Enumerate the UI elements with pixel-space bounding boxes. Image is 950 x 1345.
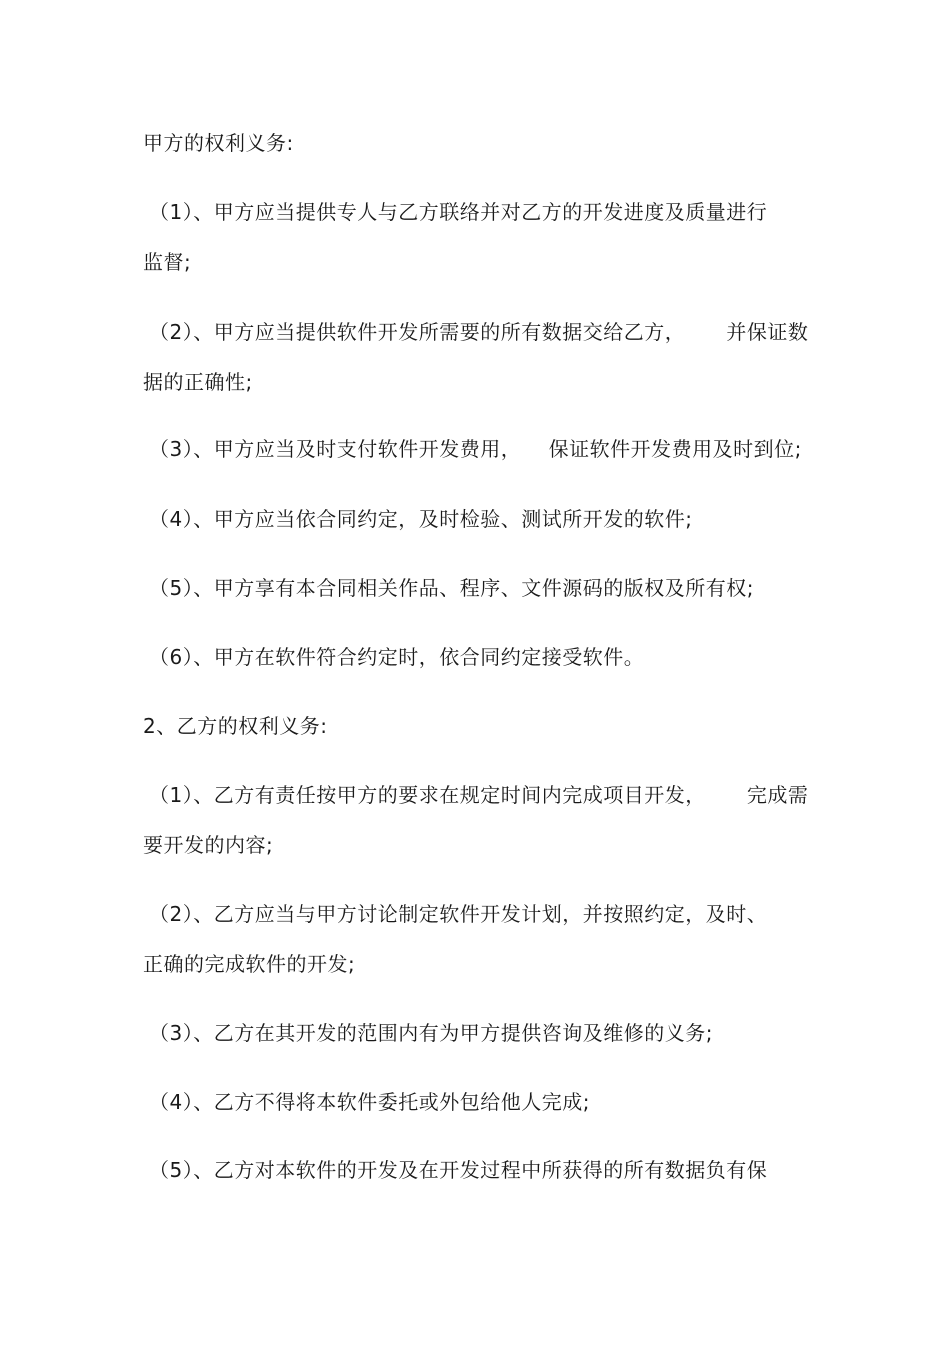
clause-a5: （5）、甲方享有本合同相关作品、程序、文件源码的版权及所有权; xyxy=(149,576,754,600)
clause-b2-line1: （2）、乙方应当与甲方讨论制定软件开发计划，并按照约定，及时、 xyxy=(149,902,768,926)
clause-a4: （4）、甲方应当依合同约定，及时检验、测试所开发的软件; xyxy=(149,507,693,531)
clause-a3: （3）、甲方应当及时支付软件开发费用， 保证软件开发费用及时到位; xyxy=(149,437,802,461)
clause-a1-line1: （1）、甲方应当提供专人与乙方联络并对乙方的开发进度及质量进行 xyxy=(149,200,768,224)
clause-a2-line2: 据的正确性; xyxy=(143,370,253,394)
clause-a1-line2: 监督; xyxy=(143,250,192,274)
clause-b3: （3）、乙方在其开发的范围内有为甲方提供咨询及维修的义务; xyxy=(149,1021,713,1045)
clause-a6: （6）、甲方在软件符合约定时，依合同约定接受软件。 xyxy=(149,645,645,669)
clause-b2-line2: 正确的完成软件的开发; xyxy=(143,952,356,976)
clause-b1-line1: （1）、乙方有责任按甲方的要求在规定时间内完成项目开发， 完成需 xyxy=(149,783,809,807)
clause-a2-line1: （2）、甲方应当提供软件开发所需要的所有数据交给乙方， 并保证数 xyxy=(149,320,809,344)
clause-b5-line1: （5）、乙方对本软件的开发及在开发过程中所获得的所有数据负有保 xyxy=(149,1158,768,1182)
clause-b4: （4）、乙方不得将本软件委托或外包给他人完成; xyxy=(149,1090,590,1114)
heading-party-b-rights: 2、乙方的权利义务: xyxy=(143,714,328,738)
clause-b1-line2: 要开发的内容; xyxy=(143,833,274,857)
heading-party-a-rights: 甲方的权利义务: xyxy=(143,131,294,155)
